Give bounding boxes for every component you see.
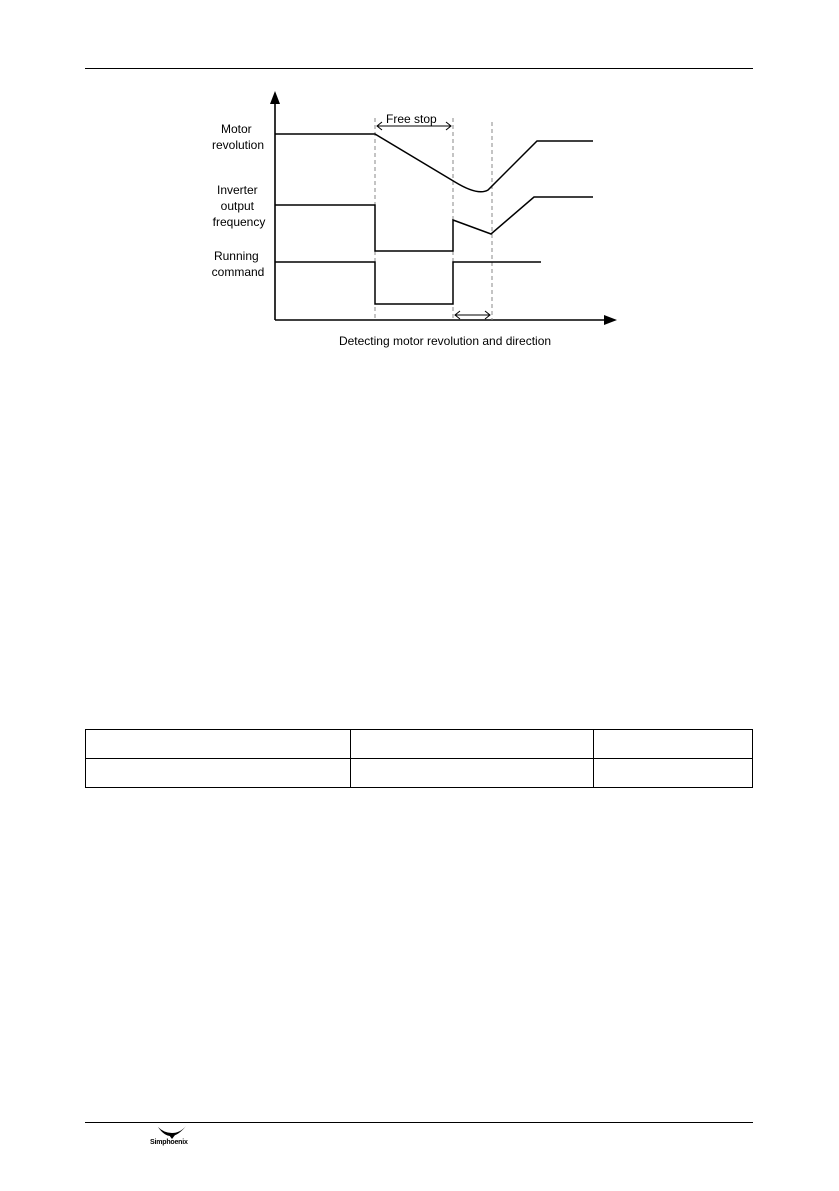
footer-rule <box>85 1122 753 1123</box>
phoenix-icon <box>150 1124 210 1140</box>
table-cell <box>86 759 351 788</box>
diagram-caption: Detecting motor revolution and direction <box>338 334 552 348</box>
free-stop-label: Free stop <box>386 112 437 126</box>
inverter-output-frequency-signal <box>275 197 593 251</box>
table-cell <box>351 759 594 788</box>
running-command-label-line-2: command <box>211 265 265 279</box>
motor-revolution-signal <box>275 134 593 192</box>
inverter-output-frequency-label <box>213 183 266 229</box>
brand-logo-text: Simphoenix <box>150 1139 188 1146</box>
inverter-label-line-3: frequency <box>212 215 266 229</box>
table-cell <box>86 730 351 759</box>
table-row <box>86 730 753 759</box>
table-cell <box>351 730 594 759</box>
table-row <box>86 759 753 788</box>
running-command-label <box>212 249 265 279</box>
y-axis-arrowhead <box>270 91 280 104</box>
inverter-label-line-2: output <box>220 199 255 213</box>
motor-revolution-label-line-2: revolution <box>211 138 265 152</box>
brand-logo <box>150 1124 210 1150</box>
timing-diagram <box>0 0 839 400</box>
motor-revolution-label-line-1: Motor <box>220 122 252 136</box>
table-cell <box>594 759 753 788</box>
x-axis-arrowhead <box>604 315 617 325</box>
motor-revolution-label <box>212 122 264 152</box>
running-command-signal <box>275 262 541 304</box>
parameter-table <box>85 729 753 788</box>
inverter-label-line-1: Inverter <box>216 183 258 197</box>
table-cell <box>594 730 753 759</box>
running-command-label-line-1: Running <box>213 249 259 263</box>
